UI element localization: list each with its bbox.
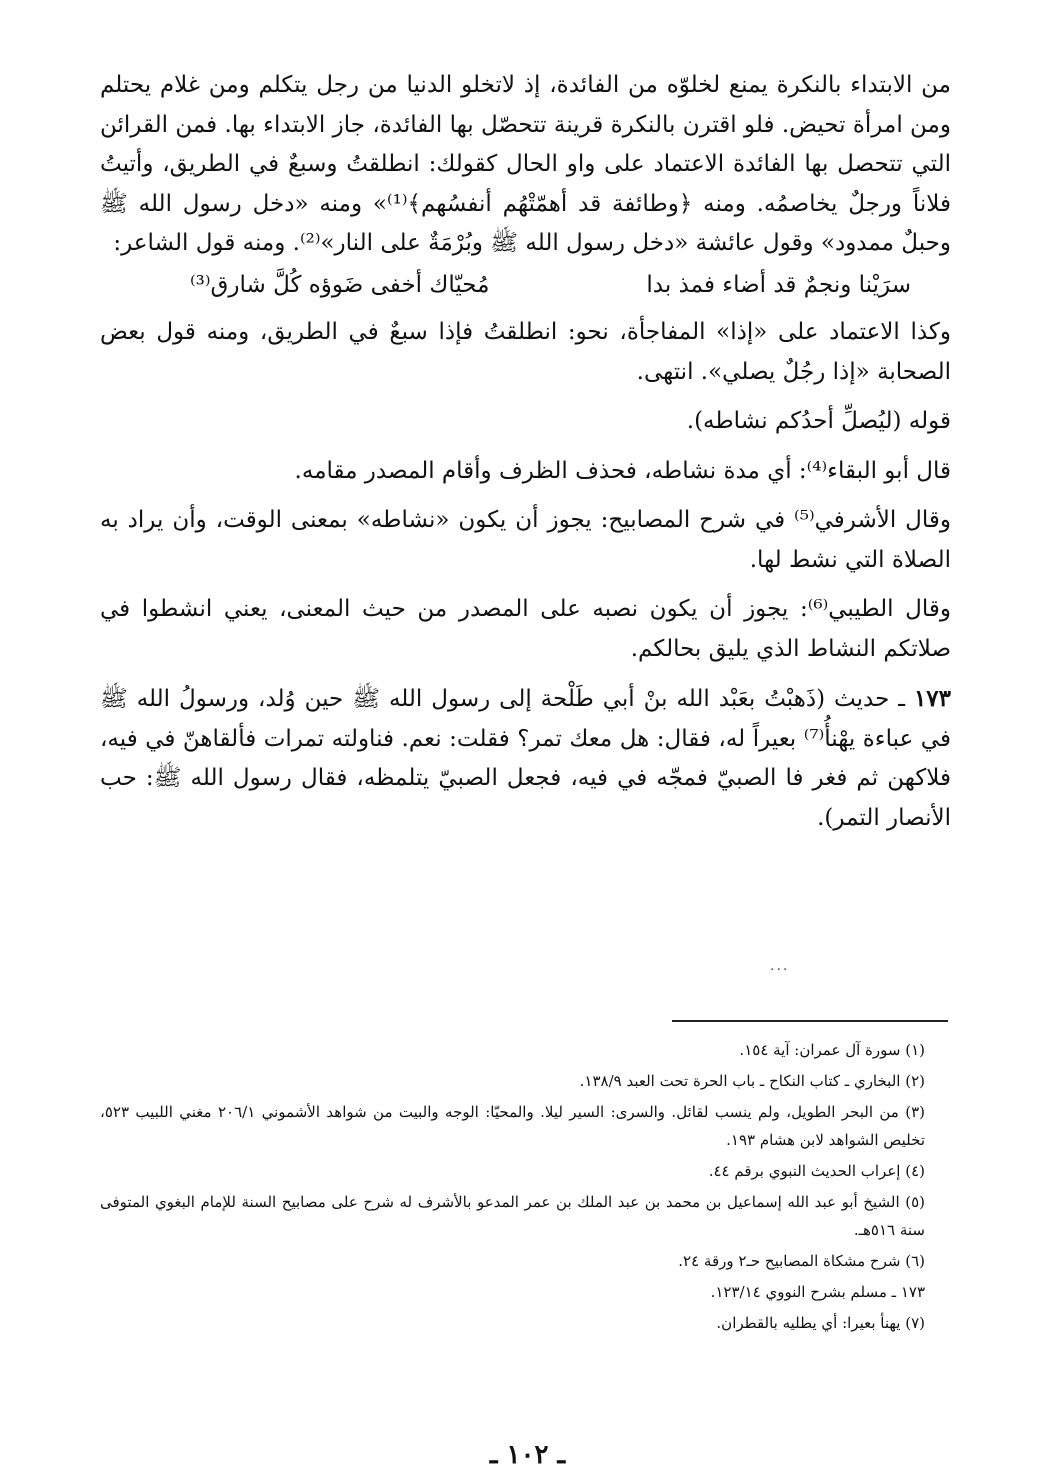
paragraph-5: وقال الأشرفي⁽⁵⁾ في شرح المصابيح: يجوز أن يكون «نشاطه» بمعنى الوقت، وأن يراد به الصلاة التي نشط لها. <box>100 507 951 573</box>
footnote-hadith-source: ١٧٣ ـ مسلم بشرح النووي ١٢٣/١٤. <box>710 1283 925 1301</box>
footnote-2: (٢) البخاري ـ كتاب النكاح ـ باب الحرة تحت العبد ١٣٨/٩. <box>579 1072 925 1090</box>
hadith-paragraph <box>100 679 951 838</box>
paragraph-4: قال أبو البقاء⁽⁴⁾: أي مدة نشاطه، فحذف الظرف وأقام المصدر مقامه. <box>294 457 951 484</box>
page-number: ـ ١٠٢ ـ <box>489 1440 566 1470</box>
paragraph-1: من الابتداء بالنكرة يمنع لخلوّه من الفائدة، إذ لاتخلو الدنيا من رجل يتكلم ومن غلام يحتلم ومن امرأة تحيض. فلو اقترن بالنكرة قرينة تتحصّل بها الفائدة، جاز الابتداء بها. فمن القرائن التي تتحصل بها الفائدة الاعتماد على واو الحال كقولك: انطلقتُ وسبعٌ في الطريق، وأتيتُ فلاناً ورجلٌ يخاصمُه. ومنه ﴿وطائفة قد أهمّتْهُم أنفسُهم﴾⁽¹⁾» ومنه «دخل رسول الله ﷺ وحبلٌ ممدود» وقول عائشة «دخل رسول الله ﷺ وبُرْمَةٌ على النار»⁽²⁾. ومنه قول الشاعر: <box>100 72 951 256</box>
poetry-verse <box>100 266 951 306</box>
footnote-6: (٦) شرح مشكاة المصابيح حـ٢ ورقة ٢٤. <box>678 1252 925 1270</box>
paragraph-2: وكذا الاعتماد على «إذا» المفاجأة، نحو: انطلقتُ فإذا سبعٌ في الطريق، ومنه قول بعض الصحابة «إذا رجُلٌ يصلي». انتهى. <box>100 319 951 385</box>
scan-dots: ... <box>770 958 790 974</box>
hadith-text: ـ حديث (ذَهبْتُ بعَبْد الله بنْ أبي طَلْحة إلى رسول الله ﷺ حين وُلد، ورسولُ الله ﷺ في عباءة يهْنأُ⁽⁷⁾ بعيراً له، فقال: هل معك تمر؟ فقلت: نعم. فناولته تمرات فألقاهنّ في فيه، فلاكهن ثم فغر فا الصبيّ فمجّه في فيه، فجعل الصبيّ يتلمظه، فقال رسول الله ﷺ: حب الأنصار التمر). <box>100 686 951 831</box>
footnote-divider <box>672 1020 948 1022</box>
footnote-5: (٥) الشيخ أبو عبد الله إسماعيل بن محمد بن عبد الملك بن عمر المدعو بالأشرف له شرح على مصابيح السنة للإمام البغوي المتوفى سنة ٥١٦هـ. <box>100 1193 925 1239</box>
footnote-1: (١) سورة آل عمران: آية ١٥٤. <box>739 1041 925 1059</box>
footnote-7: (٧) يهنأ بعيرا: أي يطليه بالقطران. <box>716 1314 925 1332</box>
paragraph-6: وقال الطيبي⁽⁶⁾: يجوز أن يكون نصبه على المصدر من حيث المعنى، يعني انشطوا في صلاتكم النشاط الذي يليق بحالكم. <box>100 596 951 662</box>
verse-first-hemistich: سرَيْنا ونجمٌ قد أضاء فمذ بدا <box>646 271 911 298</box>
footnote-4: (٤) إعراب الحديث النبوي برقم ٤٤. <box>708 1162 925 1180</box>
footnotes <box>100 1036 951 1340</box>
hadith-number: ١٧٣ <box>913 685 951 712</box>
paragraph-3: قوله (ليُصلِّ أحدُكم نشاطه). <box>686 408 951 434</box>
verse-second-hemistich: مُحيّاك أخفى ضَوؤه كُلَّ شارق⁽³⁾ <box>190 271 490 298</box>
footnote-3: (٣) من البحر الطويل، ولم ينسب لقائل. والسرى: السير ليلا. والمحيّا: الوجه والبيت من شواهد الأشموني ٢٠٦/١ مغني اللبيب ٥٢٣، تخليص الشواهد لابن هشام ١٩٣. <box>100 1103 925 1149</box>
main-text <box>100 66 951 848</box>
